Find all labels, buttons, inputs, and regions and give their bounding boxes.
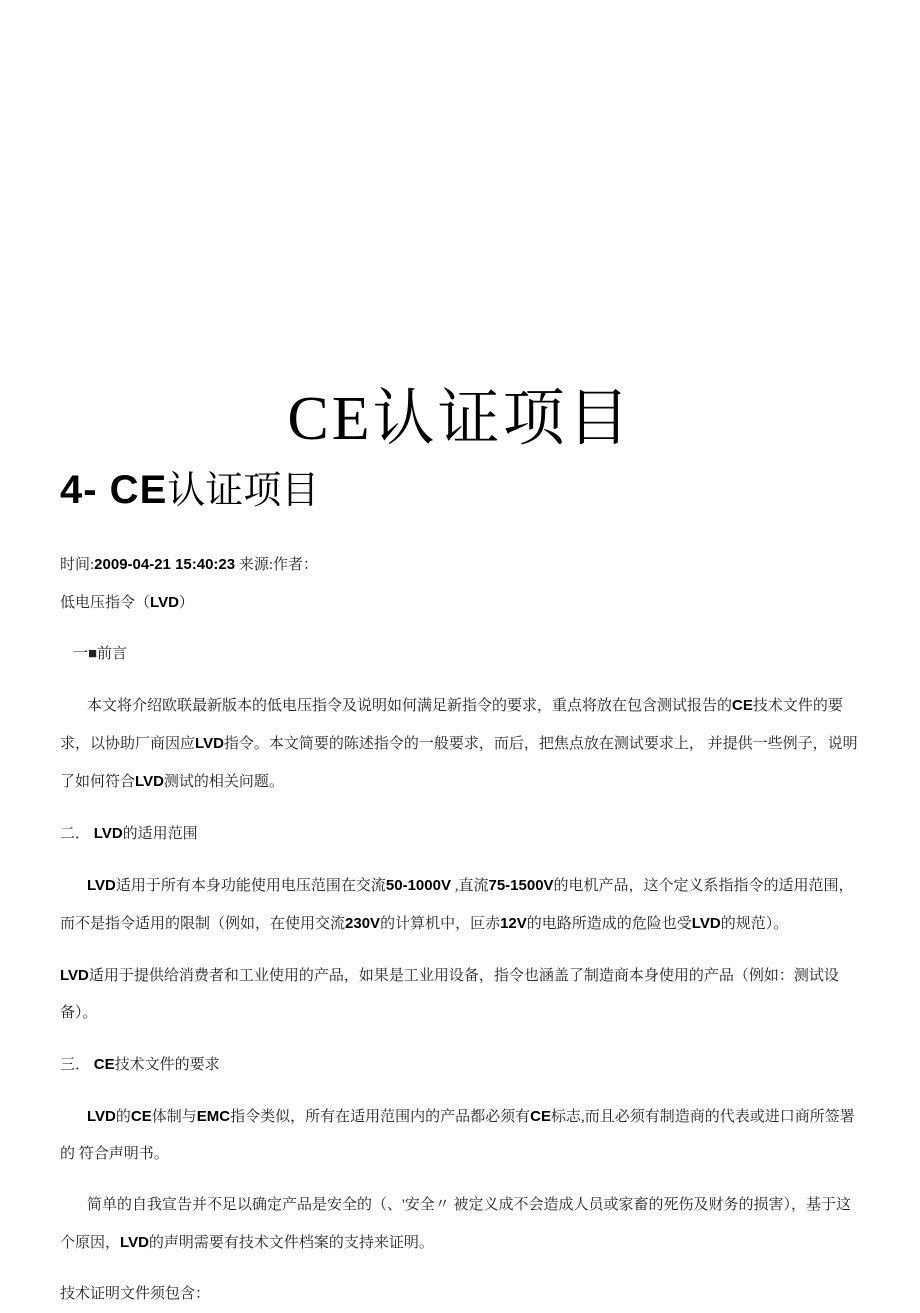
emphasized-text-segment: 2009-04-21 15:40:23 (94, 556, 236, 573)
text-segment: 技术证明文件须包含： (60, 1286, 211, 1302)
paragraph-products (60, 957, 860, 1032)
document-body (60, 546, 860, 1313)
text-segment: ） (178, 595, 194, 611)
text-segment: 指令。本文简要的陈述指令的一般要求，而后，把焦点放在测试要求上， 并提供一些例子，说明了如何符合 (60, 736, 858, 790)
section-title (60, 467, 860, 514)
text-segment: ,直流 (450, 878, 489, 894)
text-segment: 指令类似，所有在适用范围内的产品都必须有 (230, 1109, 531, 1125)
text-segment: 技术文件的要求 (114, 1057, 220, 1073)
emphasized-text-segment: 75-1500V (488, 877, 554, 894)
emphasized-text-segment: CE (130, 1108, 152, 1125)
emphasized-text-segment: LVD (87, 877, 116, 894)
paragraph-ce-system (60, 1098, 860, 1173)
emphasized-text-segment: CE (530, 1108, 551, 1125)
text-segment: 一■前言 (73, 646, 128, 662)
paragraph-intro (60, 687, 860, 801)
top-whitespace (0, 0, 920, 385)
section-heading-1 (60, 636, 860, 673)
emphasized-text-segment: LVD (195, 735, 224, 752)
page-title: CE认证项目 (287, 385, 633, 453)
text-segment: 体制与 (151, 1109, 197, 1125)
text-segment: 的电机产品，这个定义系指指令的适用范围，而不是指令适用的限制（例如，在使用交流 (60, 878, 854, 932)
emphasized-text-segment: 230V (345, 915, 381, 932)
subtitle-line (60, 584, 860, 622)
section-title-number: 4- CE (60, 468, 168, 512)
section-title-text: 认证项目 (167, 470, 320, 512)
document-content (0, 467, 920, 1313)
emphasized-text-segment: 50-1000V (385, 877, 451, 894)
paragraph-declaration (60, 1187, 860, 1262)
emphasized-text-segment: LVD (150, 594, 179, 611)
emphasized-text-segment: LVD (93, 825, 123, 842)
text-segment: 简单的自我宣告并不足以确定产品是安全的（、'安全〃 被定义成不会造成人员或家畜的死伤及财务的损害），基于这个原因， (60, 1197, 851, 1251)
text-segment: 本文将介绍欧联最新版本的低电压指令及说明如何满足新指令的要求，重点将放在包含测试报告的 (87, 698, 733, 714)
emphasized-text-segment: LVD (87, 1108, 116, 1125)
paragraph-scope (60, 867, 860, 943)
text-segment: 来源:作者： (235, 557, 319, 573)
emphasized-text-segment: CE (732, 697, 753, 714)
section-heading-2 (60, 815, 860, 853)
text-segment: 的适用范围 (122, 826, 198, 842)
emphasized-text-segment: EMC (196, 1108, 231, 1125)
text-segment: 时间: (60, 557, 95, 573)
text-segment: 二． (60, 826, 94, 842)
emphasized-text-segment: LVD (120, 1234, 149, 1251)
emphasized-text-segment: 12V (500, 915, 527, 932)
emphasized-text-segment: CE (93, 1056, 115, 1073)
meta-line (60, 546, 860, 584)
text-segment: 技术文件的要求，以协助厂商因应 (60, 698, 843, 752)
emphasized-text-segment: LVD (135, 773, 164, 790)
text-segment: 标志,而且必须有制造商的代表或进口商所签署的 符合声明书。 (60, 1109, 855, 1162)
text-segment: 的电路所造成的危险也受 (526, 916, 692, 932)
text-segment: 的声明需要有技术文件档案的支持来证明。 (148, 1235, 434, 1251)
text-segment: 适用于提供给消费者和工业使用的产品，如果是工业用设备，指令也涵盖了制造商本身使用的产品（例如：测试设备）。 (60, 968, 839, 1021)
emphasized-text-segment: LVD (60, 967, 89, 984)
text-segment: 三． (60, 1057, 94, 1073)
text-segment: 低电压指令（ (60, 595, 151, 611)
section-heading-3 (60, 1046, 860, 1084)
text-segment: 测试的相关问题。 (163, 774, 284, 790)
text-segment: 的计算机中，叵赤 (380, 916, 501, 932)
text-segment: 的规范）。 (720, 916, 789, 932)
text-segment: 的 (115, 1109, 131, 1125)
text-segment: 适用于所有本身功能使用电压范围在交流 (115, 878, 386, 894)
emphasized-text-segment: LVD (691, 915, 721, 932)
paragraph-tech-docs (60, 1276, 860, 1313)
